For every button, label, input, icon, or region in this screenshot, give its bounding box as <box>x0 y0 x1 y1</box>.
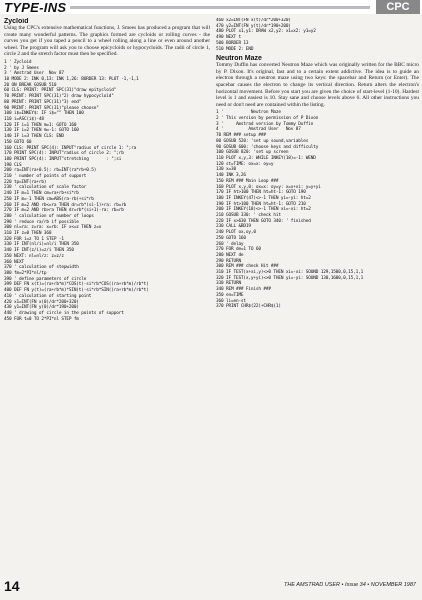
code-line: 500 BORDER 13 <box>216 40 249 46</box>
code-line: 260 ' delay <box>216 241 244 247</box>
code-line: 10 MODE 2: INK 0,13: INK 1,26: BORDER 13: PLOT -1,-1,1 <box>4 77 139 83</box>
code-line: 3 ' Amstrad User Nov 87 <box>4 71 64 77</box>
code-line: 60 CLS: PRINT: PRINT SPC(31)"draw epitycloid" <box>4 88 117 94</box>
code-line: 399 DEF FN x(t)=(ra+rb*m)*COS(t)-si*rb*COS((ra+rb*m)/rb*t) <box>4 282 149 288</box>
code-line: 2 ' by J Smees <box>4 65 39 71</box>
code-line: 120 st=TIME: ox=x: oy=y <box>216 161 274 167</box>
code-line: 470 y2=INT(FN y(t)/dr*190+200) <box>216 23 291 29</box>
code-line: 2 ' This version by permission of P Dixon <box>216 116 319 122</box>
code-line: 120 IF i=1 THEN m=1: GOTO 160 <box>4 122 77 128</box>
code-line: 290 ' reduce ra/rb if possible <box>4 219 79 225</box>
code-line: 310 IF z=0 THEN 360 <box>4 231 52 237</box>
code-line: 340 REM ### Finish ### <box>216 287 271 293</box>
code-line: 200 ra=INT(ra+0.5): rb=INT(ra*rb+0.5) <box>4 168 97 174</box>
code-line: 130 IF i=2 THEN m=-1: GOTO 160 <box>4 128 79 134</box>
code-line: 330 IF INT(nl/i)=nl/i THEN 350 <box>4 242 79 248</box>
page-number: 14 <box>4 578 20 594</box>
code-line: 70 REM ### setup ### <box>216 133 266 139</box>
code-line: 410 ' calculation of starting point <box>4 293 92 299</box>
code-line: 100 i$=INKEY$: IF i$="" THEN 100 <box>4 111 84 117</box>
code-line: 290 RETURN <box>216 258 241 264</box>
code-line: 220 tp=INT(ra+rb) <box>4 179 47 185</box>
code-line: 100 GOSUB 820: 'set up screen <box>216 150 289 156</box>
code-line: 110 i=ASC(i$)-48 <box>4 117 44 122</box>
code-line: 300 REM ### check Hit ### <box>216 264 279 270</box>
code-line: 350 NEXT: nl=nl/z: z=z/z <box>4 253 64 259</box>
code-line: 270 FOR de=1 TO 60 <box>216 247 261 253</box>
code-line: 310 IF TEST(x+xi,y)<>0 THEN xi=-xi: SOUND 129,1500,0,15,1,1 <box>216 270 364 276</box>
code-line: 380 fm=2*PI*nl/tp <box>4 270 47 276</box>
neutron-intro: Tommy Duffin has converted Neutron Maze which was originally written for the BBC micro by P. Dixon. It's original, fast and to a certain extent addictive. The idea is to guide an electron through a neutron maze using two keys: the spacebar and Return (or Enter). The spacebar causes the electron to change its vertical direction. Return alters the electron's horizontal movement. Before you start you are given the choice of start-level (1-10). Hardest level is 1 and easiest is 10. Stay sane and choose levels above 6. All other instructions you need or don't need are contained within the listing. <box>216 62 419 108</box>
code-line: 180 PRINT SPC(4): INPUT"stretching : ";si <box>4 156 122 162</box>
publication-line: THE AMSTRAD USER • Issue 34 • NOVEMBER 1987 <box>283 582 416 588</box>
code-line: 90 GOSUB 600: 'choose keys and difficulty <box>216 144 319 150</box>
code-line: 490 NEXT t <box>216 35 241 41</box>
code-line: 210 GOSUB 330: ' check hit <box>216 213 281 219</box>
code-line: 160 CLS: PRINT SPC(4): INPUT"radius of circle 1: ";ra <box>4 145 137 151</box>
code-line: 190 CLS <box>4 162 22 168</box>
zycloid-listing <box>4 60 210 322</box>
zycloid-intro: Using the CPC's extensive mathematical functions, J. Smees has produced a program that will create many wonderful patterns. The graphics formed are cycloids or rolling curves - the curves you get if you taped a pencil to a wheel rolling along a line or even around another wheel. The program will ask you to choose epicycloids or hypocycloids. The radii of circle 1, circle 2 and the stretch factor must then be specified. <box>4 25 210 58</box>
code-line: 280 ' calculation of number of loops <box>4 213 94 219</box>
code-line: 210 ' number of points of support <box>4 174 87 180</box>
code-line: 80 GOSUB 520: 'set up sound,variables <box>216 138 309 144</box>
code-line: 90 PRINT: PRINT SPC(31)"please choose" <box>4 105 99 111</box>
section-title: TYPE-INS <box>4 0 67 15</box>
left-column <box>4 18 210 564</box>
code-line: 230 CALL &BD19 <box>216 224 251 230</box>
code-line: 510 MODE 2: END <box>216 46 254 52</box>
code-line: 160 PLOT x,y,0: ox=x: oy=y: x=x+xi: y=y+yi <box>216 184 321 190</box>
neutron-title: Neutron Maze <box>216 55 262 63</box>
code-line: 450 FOR t=0 TO 2*PI*nl STEP fm <box>4 316 79 322</box>
code-line: 20 ON BREAK GOSUB 510 <box>4 82 57 88</box>
code-line: 400 DEF FN y(t)=(ra+rb*m)*SIN(t)-si*rb*SIN((ra+rb*m)/rb*t) <box>4 288 149 294</box>
code-line: 340 IF INT(z/i)=z/i THEN 350 <box>4 248 74 254</box>
header-rule <box>70 6 370 9</box>
code-line: 250 GOTO 160 <box>216 235 246 241</box>
code-line: 170 PRINT SPC(4): INPUT"radius of circle 2: ";rb <box>4 151 124 157</box>
machine-badge: CPC <box>376 0 420 14</box>
code-line: 360 NEXT <box>4 259 24 265</box>
code-line: 140 INK 3,26 <box>216 173 246 179</box>
code-line: 350 en=TIME <box>216 292 244 298</box>
zycloid-title: Zycloid <box>4 18 29 25</box>
code-line: 110 PLOT x,y,3: WHILE INKEY(18)=-1: WEND <box>216 156 316 161</box>
code-line: 250 IF m=-1 THEN cm=ABS(ra-rb)+si*rb <box>4 196 94 202</box>
code-line: 320 IF TEST(x,y+yi)<>0 THEN yi=-yi: SOUND 130,1600,0,15,1,1 <box>216 275 364 281</box>
code-line: 370 ' calculation of stepwidth <box>4 265 79 271</box>
code-line: 230 ' calculation of scale factor <box>4 185 87 191</box>
code-line: 240 PLOT ox,oy,0 <box>216 230 256 236</box>
code-line: 140 IF i=3 THEN CLS: END <box>4 134 64 140</box>
code-line: 270 IF m=2 AND rb>ra THEN dr=rb*(si+1)-ra: rb=rb <box>4 208 124 214</box>
code-line: 1 ' Zycloid <box>4 59 32 65</box>
code-line: 150 REM ### Main Loop ### <box>216 178 279 184</box>
code-line: 360 li=en-st <box>216 298 246 304</box>
code-line: 320 FOR i=z TO 1 STEP -1 <box>4 236 64 242</box>
code-line: 370 PRINT CHR$(22)+CHR$(1) <box>216 304 281 310</box>
neutron-listing <box>216 110 419 310</box>
code-line: 190 IF ht>100 THEN ht=ht-1: GOTO 210 <box>216 201 306 207</box>
code-line: 150 GOTO 60 <box>4 139 32 145</box>
code-line: 170 IF ht>100 THEN ht=ht-1: GOTO 190 <box>216 190 306 196</box>
code-line: 70 PRINT: PRINT SPC(31)"2) draw hypocycloid" <box>4 94 114 100</box>
code-line: 420 x1=INT(FN x(0)/dr*200+320) <box>4 299 79 305</box>
code-line: 220 IF x>630 THEN GOTO 340: ' finished <box>216 218 311 224</box>
code-line: 390 ' define parameters of circle <box>4 276 87 282</box>
page-footer <box>0 570 422 600</box>
right-column <box>216 18 419 564</box>
code-line: 460 x2=INT(FN x(t)/dr*200+320) <box>216 18 291 23</box>
page-header <box>0 0 422 14</box>
code-line: 430 y1=INT(FN y(0)/dr*190+200) <box>4 305 79 311</box>
neutron-maze-article <box>216 55 419 310</box>
code-line: 200 IF INKEY(18)<>-1 THEN xi=-xi: ht=2 <box>216 207 311 213</box>
code-line: 260 IF m=2 AND rb<=ra THEN dr=rb*(si-1)+ra: rb=rb <box>4 202 127 208</box>
code-line: 330 RETURN <box>216 281 241 287</box>
code-line: 280 NEXT de <box>216 252 244 258</box>
code-line: 130 x=30 <box>216 167 236 173</box>
code-line: 4 ' Amstrad User Nov 87 <box>216 127 301 133</box>
code-line: 300 nl=ra: z=ra: x=rb: IF x<=z THEN z=x <box>4 225 102 231</box>
zycloid-listing-continued <box>216 18 419 52</box>
code-line: 1 ' Neutron Maze <box>216 110 281 116</box>
code-line: 180 IF INKEY(47)<>-1 THEN yi=-yi: ht=2 <box>216 195 311 201</box>
code-line: 240 IF m=1 THEN cm=ra+rb+si*rb <box>4 191 79 197</box>
code-line: 80 PRINT: PRINT SPC(31)"3) end" <box>4 99 82 105</box>
code-line: 440 ' drawing of circle in the points of support <box>4 310 124 316</box>
code-line: 480 PLOT x1,y1: DRAW x2,y2: x1=x2: y1=y2 <box>216 29 316 35</box>
code-line: 3 ' Amstrad version by Tommy Duffin <box>216 121 314 127</box>
